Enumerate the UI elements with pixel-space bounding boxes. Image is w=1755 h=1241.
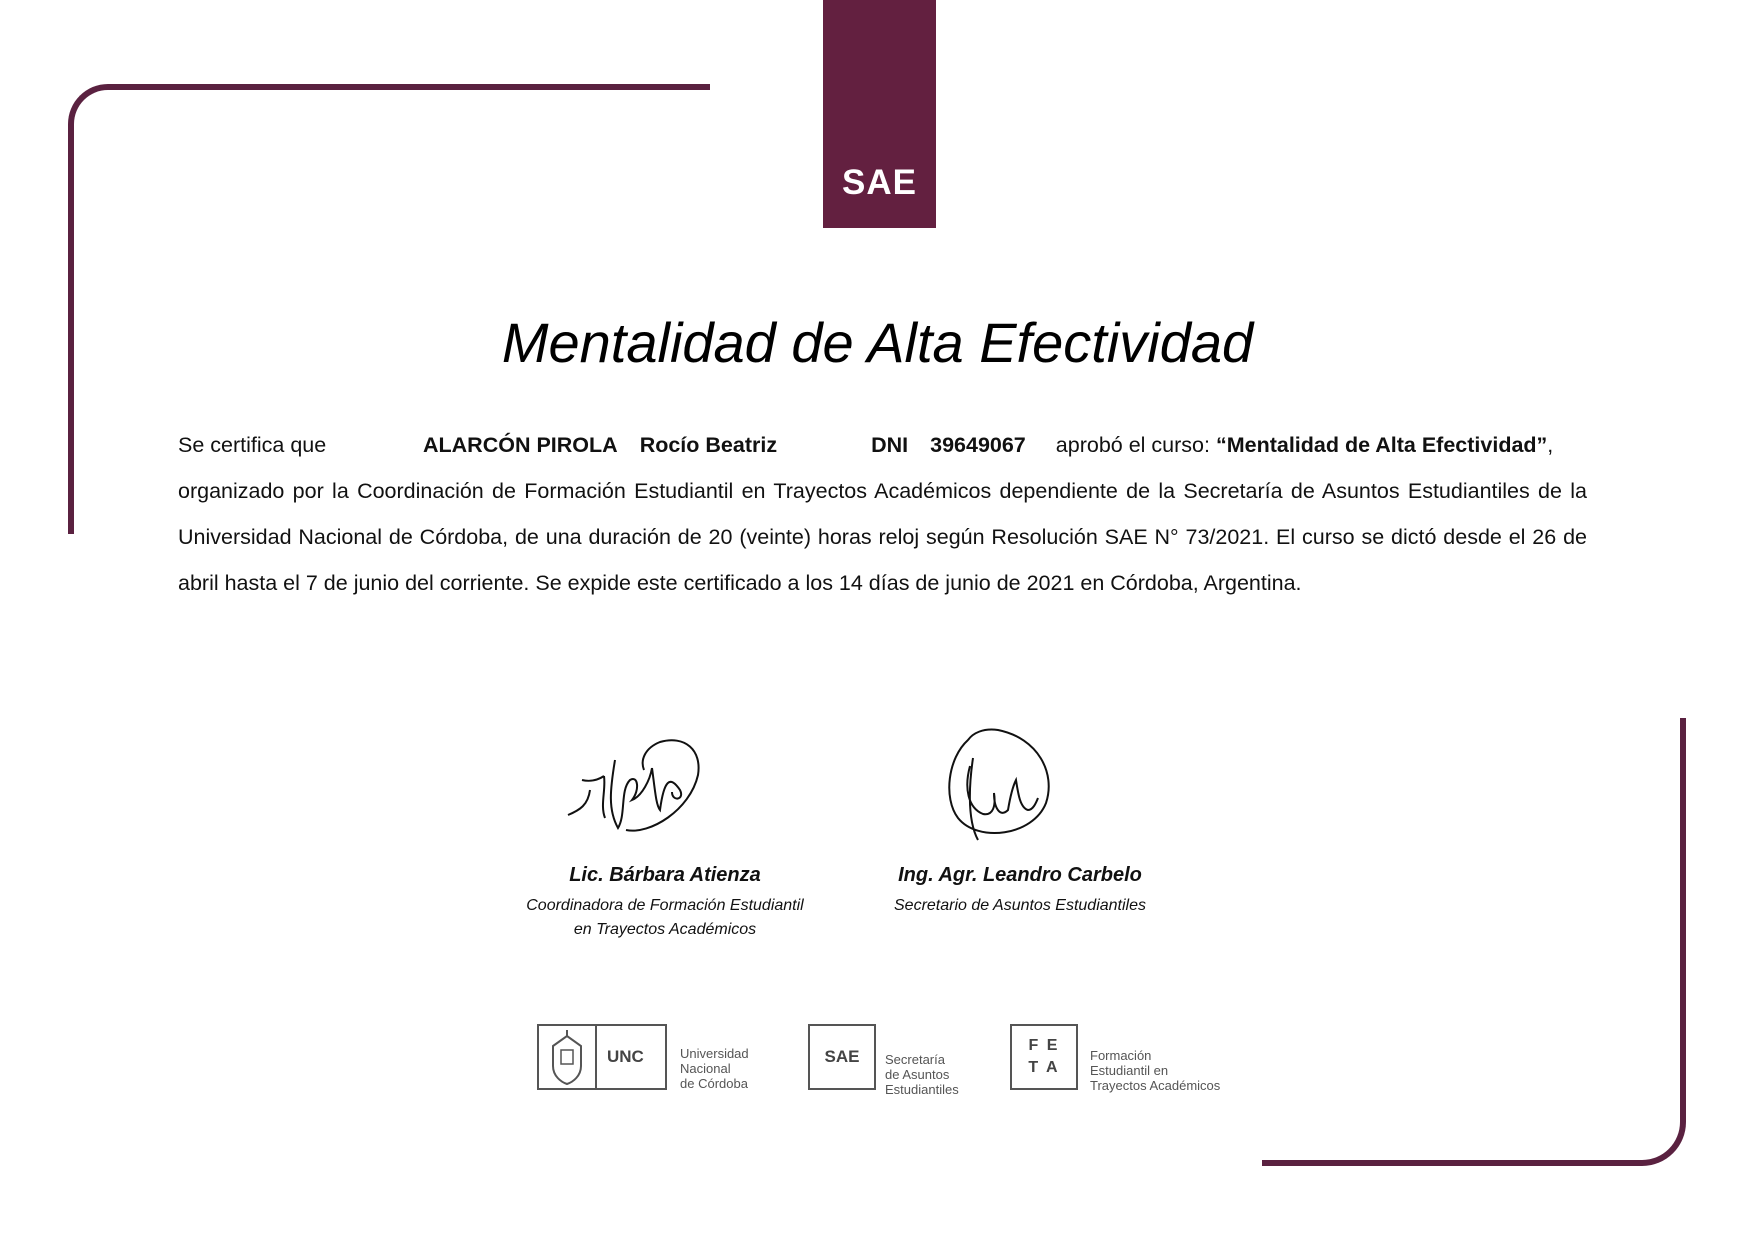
dni-number: 39649067 — [930, 433, 1026, 457]
unc-logo-divider — [595, 1024, 597, 1090]
feta-logo — [1010, 1024, 1078, 1090]
sae-logo — [808, 1024, 876, 1090]
signatory-2-name: Ing. Agr. Leandro Carbelo — [898, 864, 1142, 886]
unc-line1: Universidad — [680, 1046, 749, 1061]
signatory-1-role-line1: Coordinadora de Formación Estudiantil — [526, 897, 804, 914]
feta-full-name — [1090, 1048, 1220, 1093]
comma: , — [1547, 433, 1554, 457]
unc-line2: Nacional — [680, 1061, 731, 1076]
certificate-first-line — [178, 422, 1587, 468]
unc-line3: de Córdoba — [680, 1076, 748, 1091]
sae-logo-abbr: SAE — [824, 1047, 860, 1066]
signatory-1-name: Lic. Bárbara Atienza — [569, 864, 761, 886]
unc-full-name — [680, 1046, 749, 1091]
certificate-title: Mentalidad de Alta Efectividad — [501, 311, 1254, 374]
feta-abbr-line2: T A — [1028, 1059, 1060, 1076]
approved-text: aprobó el curso: — [1055, 433, 1210, 457]
feta-line3: Trayectos Académicos — [1090, 1078, 1221, 1093]
recipient-surname: ALARCÓN PIROLA — [423, 433, 618, 457]
certificate-paragraph: organizado por la Coordinación de Formación Estudiantil en Trayectos Académicos dependiente de la Secretaría de Asuntos Estudiantiles de la Universidad Nacional de Córdoba, de una duración de 20 (veinte) horas reloj según Resolución SAE N° 73/2021. El curso se dictó desde el 26 de abril hasta el 7 de junio del corriente. Se expide este certificado a los 14 días de junio de 2021 en Córdoba, Argentina. — [178, 479, 1587, 595]
dni-label: DNI — [871, 433, 909, 457]
signature-atienza — [560, 720, 750, 845]
unc-coat-of-arms-icon — [539, 1026, 595, 1088]
sae-line3: Estudiantiles — [885, 1082, 959, 1097]
unc-logo — [537, 1024, 667, 1090]
sae-full-name — [885, 1052, 959, 1097]
unc-abbr: UNC — [607, 1047, 644, 1066]
course-name: “Mentalidad de Alta Efectividad” — [1215, 433, 1548, 457]
recipient-given-names: Rocío Beatriz — [639, 433, 778, 457]
decorative-frame-bottom-right — [1262, 718, 1686, 1166]
feta-line1: Formación — [1090, 1048, 1152, 1063]
sae-badge-text: SAE — [842, 163, 917, 202]
signatory-2-role: Secretario de Asuntos Estudiantiles — [894, 897, 1146, 914]
feta-line2: Estudiantil en — [1090, 1063, 1169, 1078]
sae-line2: de Asuntos — [885, 1067, 950, 1082]
certificate-body — [178, 422, 1587, 606]
feta-abbr-line1: F E — [1028, 1037, 1060, 1054]
signature-carbelo — [938, 718, 1068, 853]
signatory-1-role-line2: en Trayectos Académicos — [573, 921, 757, 938]
certify-lead: Se certifica que — [178, 433, 327, 457]
sae-line1: Secretaría — [885, 1052, 945, 1067]
sae-header-badge — [823, 0, 936, 228]
